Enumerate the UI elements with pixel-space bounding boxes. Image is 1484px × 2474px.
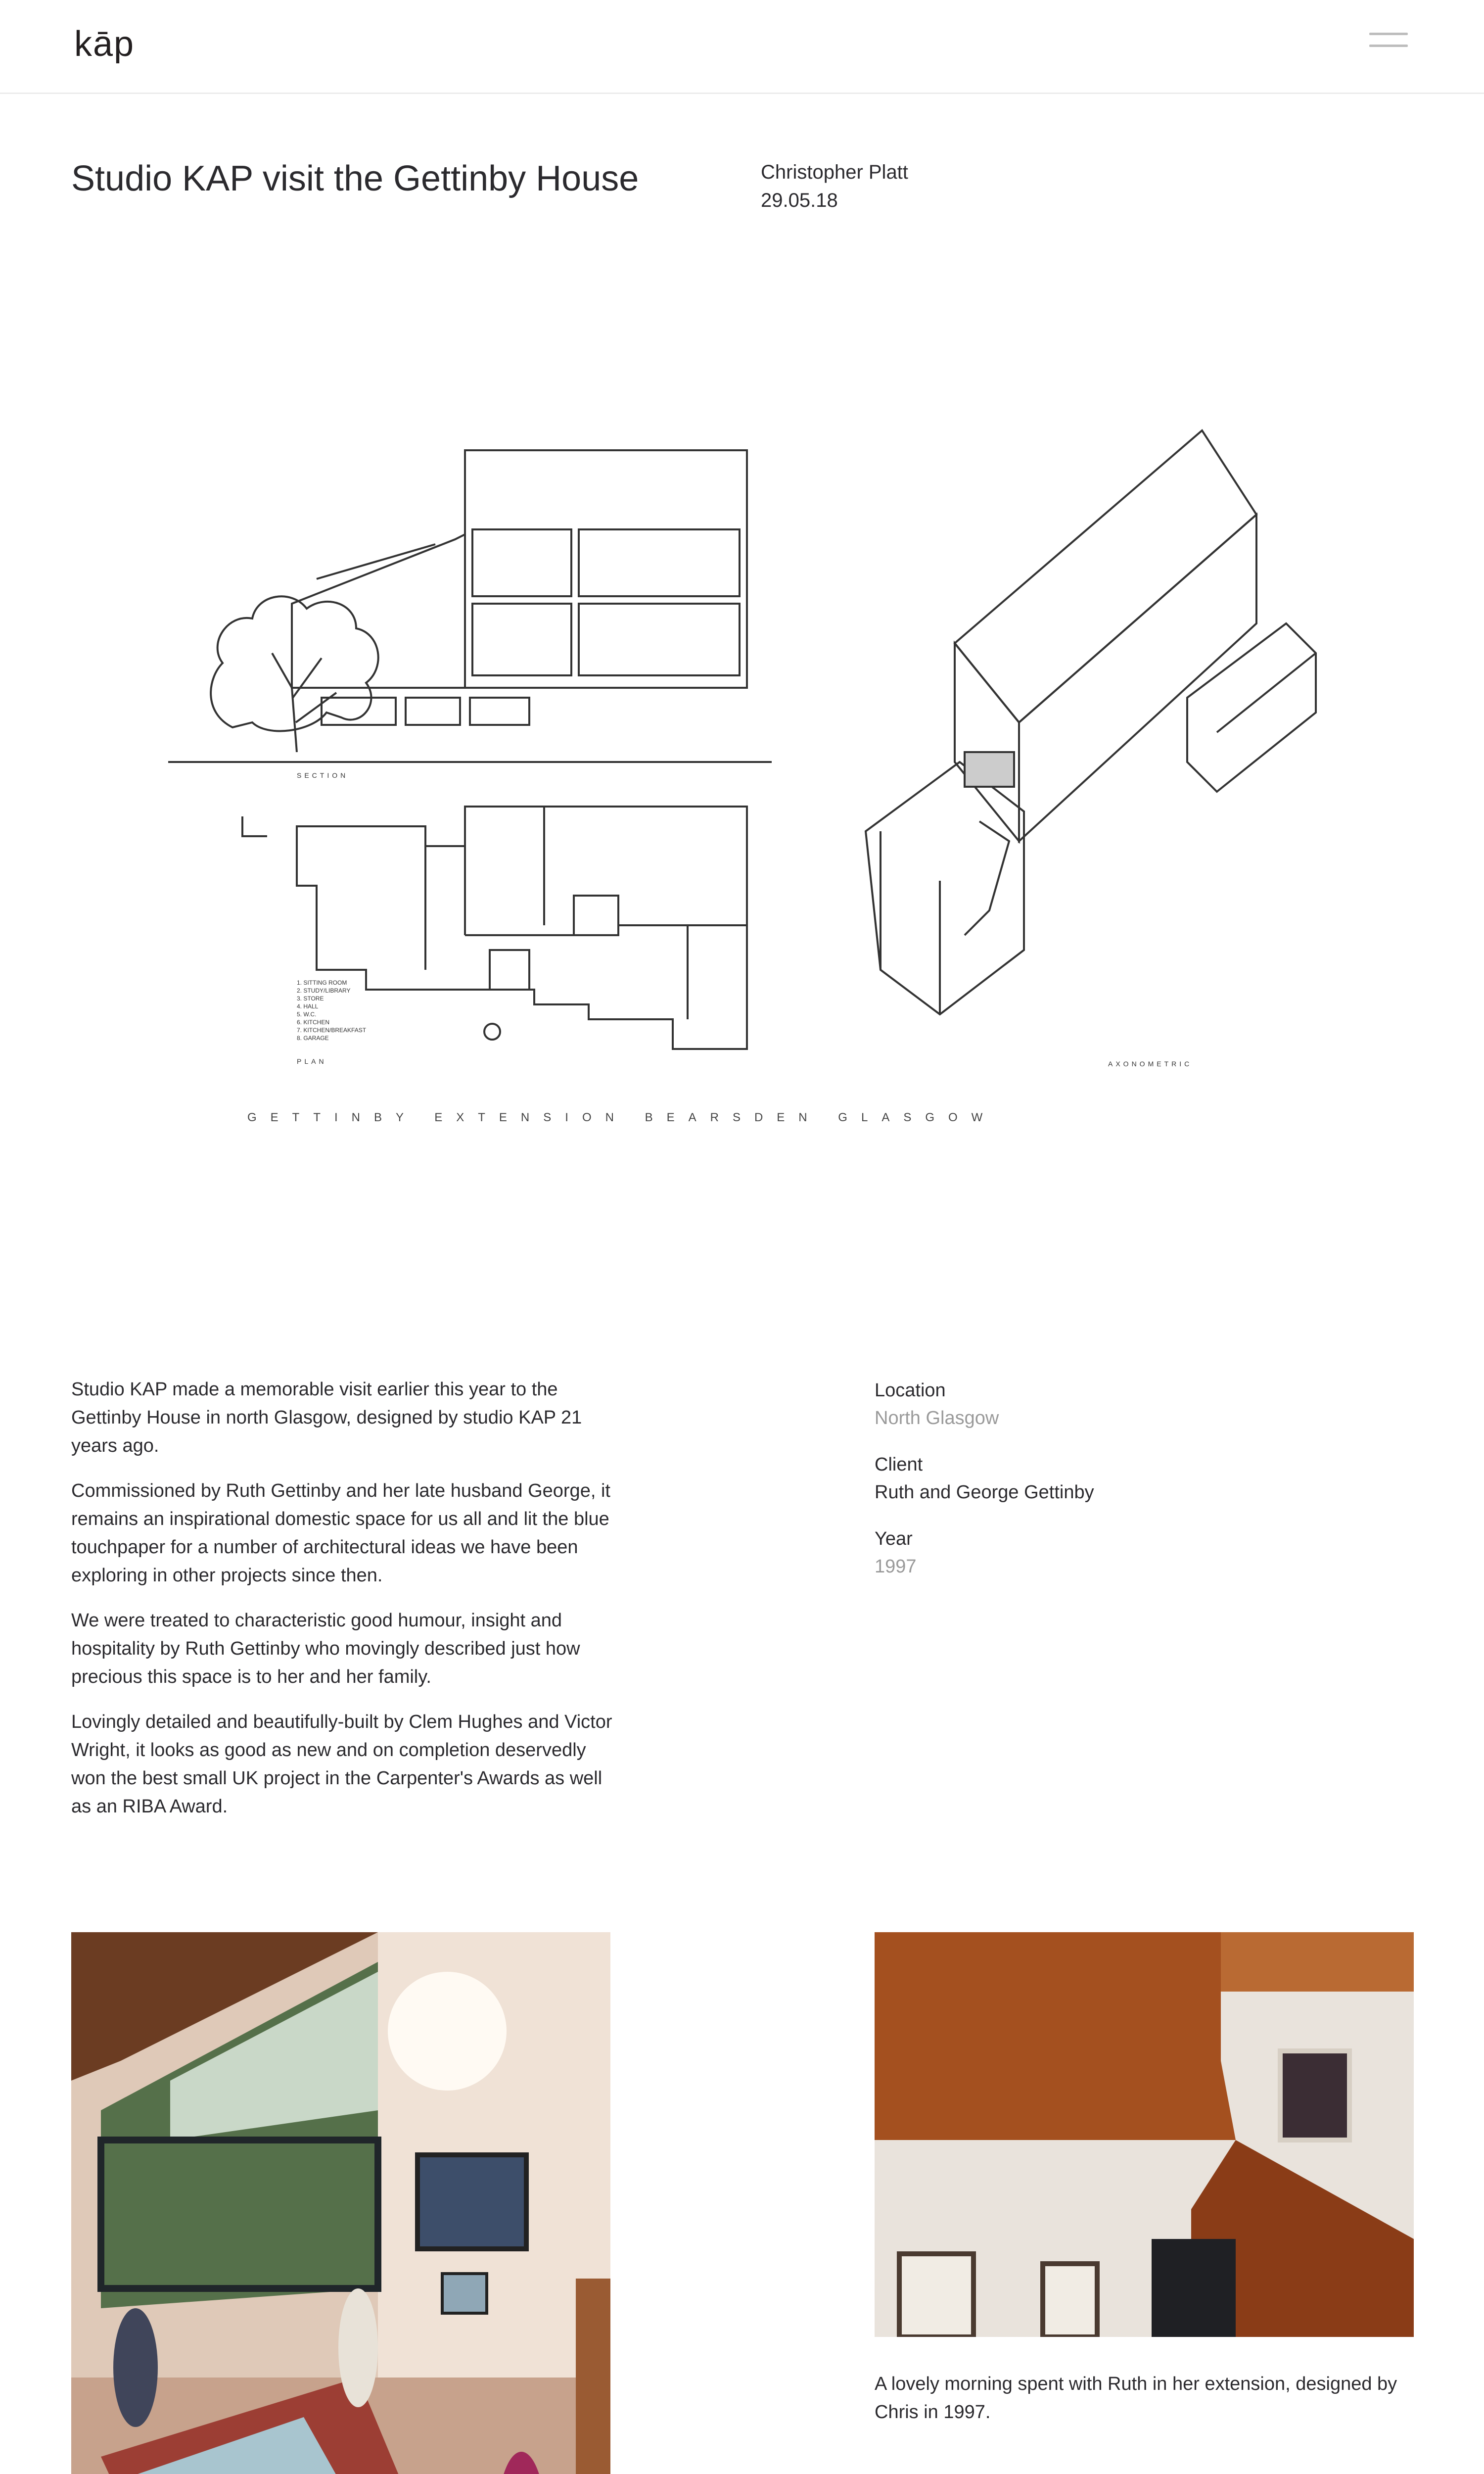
axo-gable bbox=[955, 643, 1019, 841]
photo-timber-balustrade bbox=[875, 1932, 1236, 2140]
client-label: Client bbox=[875, 1454, 923, 1475]
photo-person-centre bbox=[338, 2288, 378, 2407]
article-author: Christopher Platt bbox=[761, 161, 908, 183]
photo-frame-2 bbox=[1043, 2264, 1097, 2337]
axo-glazing bbox=[965, 752, 1014, 787]
body-paragraph: We were treated to characteristic good humour, insight and hospitality by Ruth Gettinby who movingly described just how precious this space is to her and her family. bbox=[71, 1610, 580, 1687]
year-value: 1997 bbox=[875, 1556, 917, 1577]
menu-bar-top bbox=[1369, 33, 1408, 35]
interior-photo-overhead bbox=[71, 1932, 610, 2474]
section-label: SECTION bbox=[297, 771, 349, 779]
client-value: Ruth and George Gettinby bbox=[875, 1482, 1094, 1503]
section-window-4 bbox=[579, 604, 740, 675]
plan-legend-item: 7. KITCHEN/BREAKFAST bbox=[297, 1027, 367, 1034]
photo-doorway bbox=[1152, 2239, 1236, 2337]
plan-marker-left bbox=[242, 816, 267, 836]
tree-branch-2 bbox=[293, 658, 322, 698]
axo-side-wall bbox=[1019, 515, 1256, 841]
body-paragraph: Commissioned by Ruth Gettinby and her late husband George, it remains an inspirational domestic space for us all and lit the blue touchpaper for a number of architectural ideas we have been exploring in other projects since then. bbox=[71, 1480, 610, 1586]
plan-legend bbox=[297, 979, 367, 1042]
plan-legend-item: 4. HALL bbox=[297, 1003, 319, 1010]
photo-small-picture bbox=[442, 2274, 487, 2313]
plan-label: PLAN bbox=[297, 1057, 327, 1065]
plan-wc bbox=[490, 950, 529, 990]
section-main-block bbox=[465, 450, 747, 688]
plan-outline bbox=[297, 807, 747, 1049]
photo-frame-1 bbox=[899, 2254, 974, 2337]
plan-north-point bbox=[484, 1024, 500, 1040]
tree-branch-1 bbox=[272, 653, 297, 752]
drawing-caption: GETTINBY EXTENSION BEARSDEN GLASGOW bbox=[247, 1111, 997, 1124]
plan-legend-item: 3. STORE bbox=[297, 995, 324, 1002]
section-base-3 bbox=[470, 698, 529, 725]
article-body bbox=[71, 1376, 620, 1838]
axo-label: AXONOMETRIC bbox=[1108, 1060, 1193, 1068]
photo-person-left bbox=[113, 2308, 158, 2427]
site-logo[interactable]: kāp bbox=[74, 24, 135, 64]
plan-legend-item: 8. GARAGE bbox=[297, 1035, 329, 1042]
year-label: Year bbox=[875, 1528, 913, 1549]
axo-extension bbox=[866, 762, 1024, 1014]
article-title: Studio KAP visit the Gettinby House bbox=[71, 159, 639, 198]
photo-light-glow bbox=[388, 1972, 507, 2091]
section-window-1 bbox=[472, 529, 571, 596]
body-paragraph: Lovingly detailed and beautifully-built by Clem Hughes and Victor Wright, it looks as good as new and on completion deservedly won the best small UK project in the Carpenter's Awards as well as an RIBA Award. bbox=[71, 1712, 612, 1817]
section-base-2 bbox=[406, 698, 460, 725]
location-label: Location bbox=[875, 1380, 946, 1401]
location-value: North Glasgow bbox=[875, 1408, 999, 1428]
plan-legend-item: 2. STUDY/LIBRARY bbox=[297, 987, 351, 994]
photo-portrait-painting bbox=[1280, 2051, 1349, 2140]
project-meta bbox=[875, 1377, 1320, 1599]
architectural-drawing bbox=[148, 267, 1385, 1282]
plan-stair bbox=[574, 896, 618, 935]
axo-stair bbox=[965, 821, 1009, 935]
article-date: 29.05.18 bbox=[761, 190, 838, 211]
hamburger-menu-icon[interactable] bbox=[1369, 31, 1408, 49]
body-paragraph: Studio KAP made a memorable visit earlier this year to the Gettinby House in north Glasgow, designed by studio KAP 21 years ago. bbox=[71, 1379, 582, 1456]
section-roof-line bbox=[317, 544, 435, 579]
plan-legend-item: 6. KITCHEN bbox=[297, 1019, 330, 1026]
section-base-1 bbox=[322, 698, 396, 725]
plan-legend-item: 1. SITTING ROOM bbox=[297, 979, 347, 986]
plan-legend-item: 5. W.C. bbox=[297, 1011, 317, 1018]
photo-painting bbox=[417, 2155, 526, 2249]
axo-garage bbox=[1187, 623, 1316, 792]
photo-timber-post bbox=[576, 2279, 610, 2474]
menu-bar-bottom bbox=[1369, 45, 1408, 47]
photo-caption: A lovely morning spent with Ruth in her extension, designed by Chris in 1997. bbox=[875, 2374, 1397, 2423]
section-window-3 bbox=[472, 604, 571, 675]
site-header bbox=[0, 0, 1484, 94]
interior-photo-stair bbox=[875, 1932, 1414, 2337]
section-window-2 bbox=[579, 529, 740, 596]
